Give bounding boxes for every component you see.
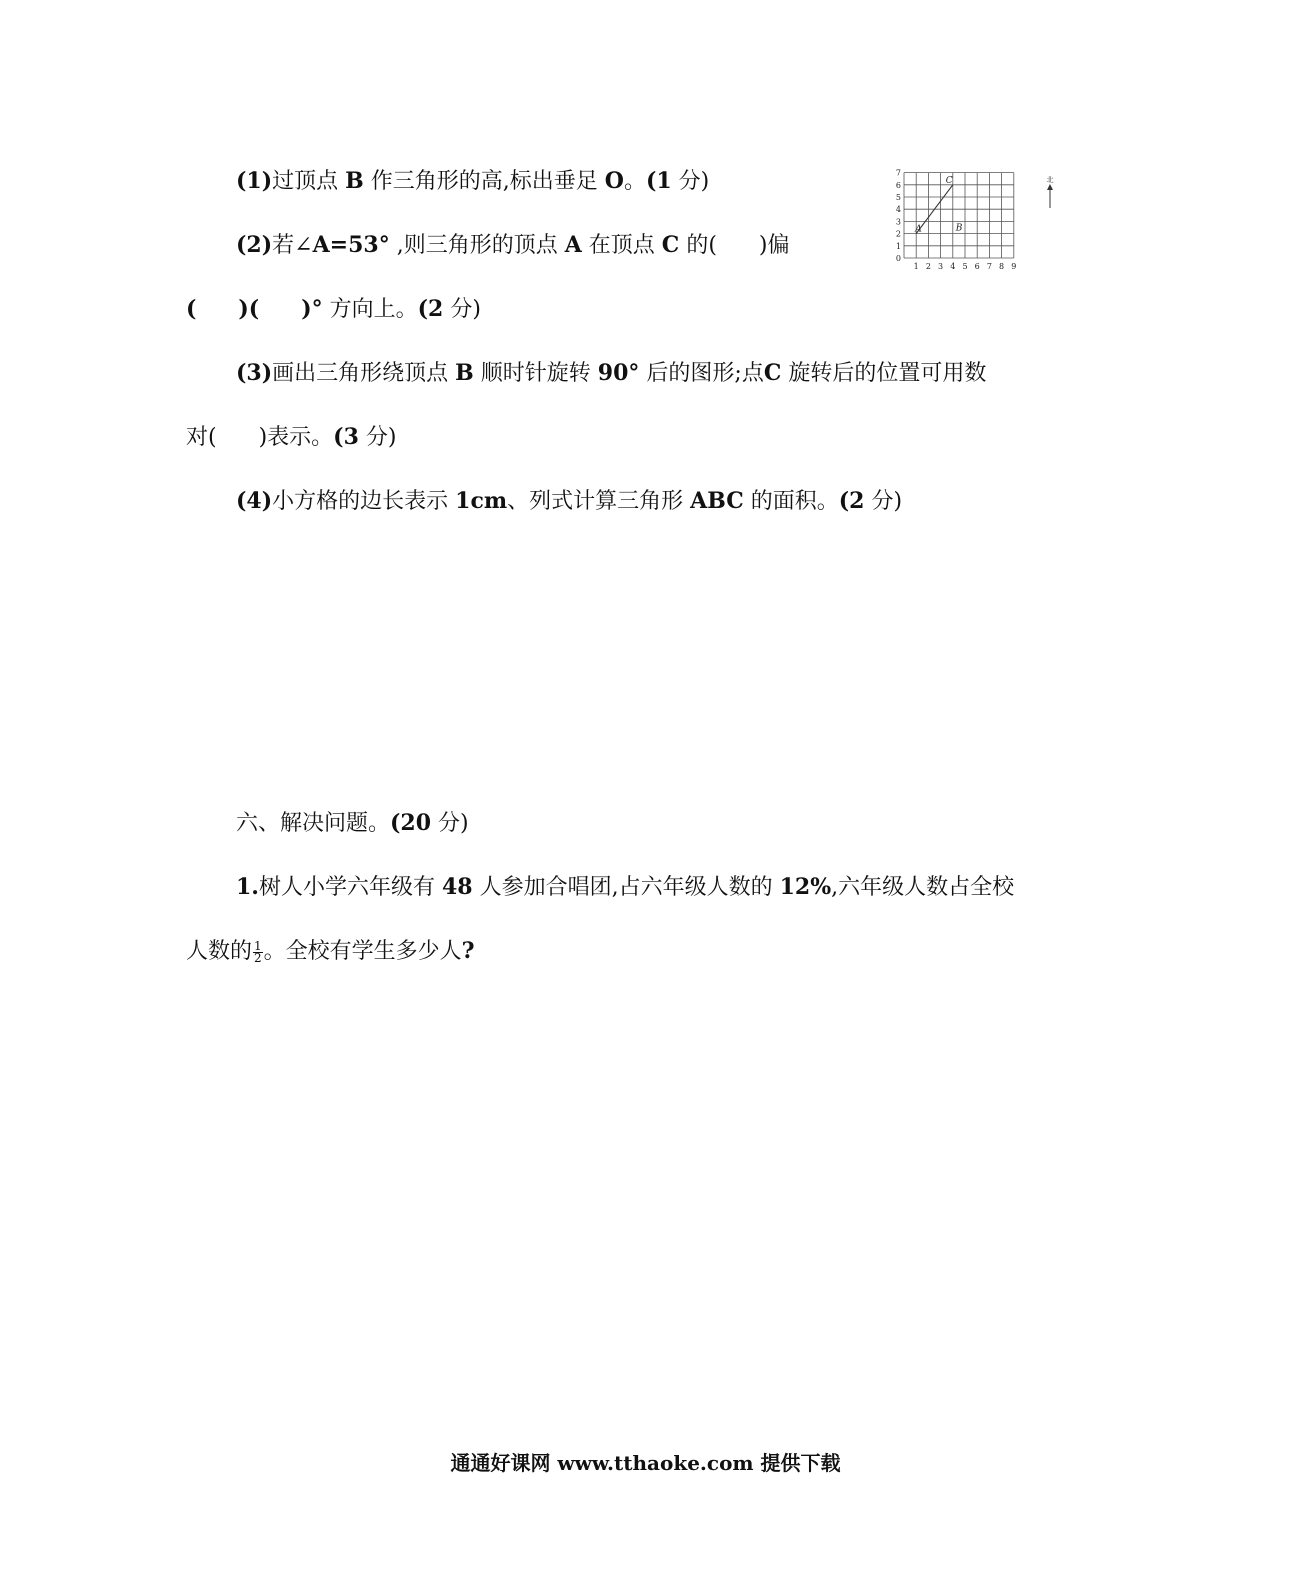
question-3-line-1: (3)画出三角形绕顶点 B 顺时针旋转 90° 后的图形;点C 旋转后的位置可用数 xyxy=(236,360,987,386)
x-tick-label: 9 xyxy=(1011,262,1017,271)
y-tick-label: 2 xyxy=(895,229,901,239)
problem-1-line-1: 1.树人小学六年级有 48 人参加合唱团,占六年级人数的 12%,六年级人数占全校 xyxy=(236,874,1015,900)
question-1: (1)过顶点 B 作三角形的高,标出垂足 O。(1 分) xyxy=(236,168,710,194)
north-arrow-icon xyxy=(1047,175,1054,208)
x-tick-label: 1 xyxy=(913,262,919,271)
grid-lines xyxy=(904,173,1014,258)
y-axis-tick-labels xyxy=(896,169,901,263)
y-tick-label: 1 xyxy=(895,241,901,251)
x-tick-label: 7 xyxy=(986,262,992,271)
north-label: 北 xyxy=(1046,176,1054,184)
point-label-a: A xyxy=(915,224,922,235)
y-tick-label: 5 xyxy=(895,193,901,202)
answer-blank xyxy=(717,233,759,258)
x-tick-label: 6 xyxy=(974,262,980,271)
answer-blank xyxy=(217,425,259,450)
problem-1-line-2: 人数的 $\frac{1}{2}$ 。全校有学生多少人? xyxy=(186,938,475,965)
question-3-line-2: 对( )表示。(3 分) xyxy=(186,424,397,450)
footer-watermark: 通通好课网 www.tthaoke.com 提供下载 xyxy=(450,1451,841,1475)
y-tick-label: 0 xyxy=(895,254,901,263)
x-tick-label: 2 xyxy=(925,262,931,271)
x-tick-label: 8 xyxy=(999,262,1005,271)
coordinate-grid-figure xyxy=(890,158,1054,273)
y-tick-label: 3 xyxy=(895,217,901,227)
answer-blank xyxy=(196,297,238,322)
question-4: (4)小方格的边长表示 1cm、列式计算三角形 ABC 的面积。(2 分) xyxy=(236,488,903,514)
question-2-line-2: ( )( )° 方向上。(2 分) xyxy=(186,296,481,322)
fraction: $\frac{1}{2}$ xyxy=(254,938,262,965)
y-tick-label: 7 xyxy=(895,168,901,178)
question-2-line-1: (2)若∠A=53° ,则三角形的顶点 A 在顶点 C 的( )偏 xyxy=(236,232,790,258)
x-tick-label: 5 xyxy=(962,262,968,271)
point-label-b: B xyxy=(955,223,963,234)
section-6-heading: 六、解决问题。(20 分) xyxy=(236,810,469,836)
x-tick-label: 3 xyxy=(938,262,944,271)
point-label-c: C xyxy=(945,175,953,186)
y-tick-label: 6 xyxy=(895,180,901,190)
answer-blank xyxy=(259,297,301,322)
x-tick-label: 4 xyxy=(950,262,956,271)
y-tick-label: 4 xyxy=(895,205,901,215)
x-axis-tick-labels xyxy=(914,262,1017,271)
